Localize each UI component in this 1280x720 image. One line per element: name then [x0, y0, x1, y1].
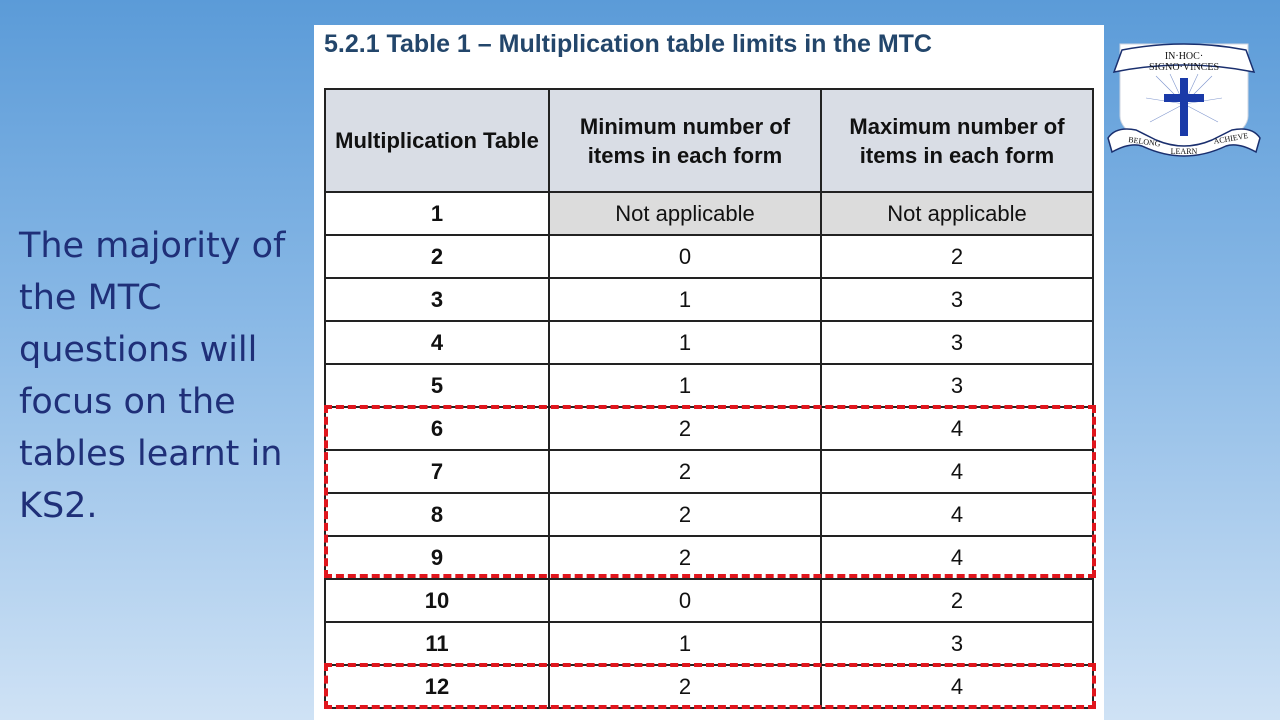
- logo-motto-line2: SIGNO·VINCES: [1149, 62, 1219, 73]
- table-row: [325, 622, 1093, 665]
- highlight-box-tables-6-to-9: [324, 405, 1096, 578]
- cell-minimum-items: 2: [549, 536, 821, 579]
- cell-multiplication-table: 5: [325, 364, 549, 407]
- cell-maximum-items: 3: [821, 622, 1093, 665]
- cell-multiplication-table: 9: [325, 536, 549, 579]
- cell-minimum-items: 1: [549, 364, 821, 407]
- table-row: [325, 192, 1093, 235]
- cell-multiplication-table: 3: [325, 278, 549, 321]
- cell-multiplication-table: 4: [325, 321, 549, 364]
- intro-text: The majority of the MTC questions will focus on the tables learnt in KS2.: [19, 226, 286, 526]
- cell-maximum-items: 4: [821, 450, 1093, 493]
- cell-minimum-items: 1: [549, 622, 821, 665]
- cell-multiplication-table: 2: [325, 235, 549, 278]
- cell-maximum-items: 4: [821, 536, 1093, 579]
- logo-motto-line1: IN·HOC·: [1164, 51, 1204, 62]
- cell-maximum-items: 4: [821, 665, 1093, 708]
- cell-maximum-items: 2: [821, 579, 1093, 622]
- cell-multiplication-table: 12: [325, 665, 549, 708]
- table-row: [325, 364, 1093, 407]
- cell-minimum-items: 2: [549, 407, 821, 450]
- cell-multiplication-table: 7: [325, 450, 549, 493]
- mtc-limits-table: [324, 88, 1094, 709]
- cell-minimum-items: 2: [549, 493, 821, 536]
- logo-banner-right: ACHIEVE: [1212, 131, 1249, 146]
- cell-maximum-items: Not applicable: [821, 192, 1093, 235]
- table-row: [325, 321, 1093, 364]
- highlight-box-table-12: [324, 663, 1096, 709]
- cell-multiplication-table: 6: [325, 407, 549, 450]
- logo-banner-center: LEARN: [1170, 147, 1198, 156]
- cell-minimum-items: Not applicable: [549, 192, 821, 235]
- cell-maximum-items: 3: [821, 364, 1093, 407]
- header-minimum-items: Minimum number of items in each form: [549, 89, 821, 192]
- cell-multiplication-table: 8: [325, 493, 549, 536]
- table-title: 5.2.1 Table 1 – Multiplication table limits in the MTC: [324, 30, 932, 58]
- cell-minimum-items: 2: [549, 450, 821, 493]
- cell-minimum-items: 2: [549, 665, 821, 708]
- cell-multiplication-table: 11: [325, 622, 549, 665]
- header-maximum-items: Maximum number of items in each form: [821, 89, 1093, 192]
- cell-maximum-items: 4: [821, 493, 1093, 536]
- cell-minimum-items: 1: [549, 321, 821, 364]
- table-row: [325, 579, 1093, 622]
- cell-minimum-items: 0: [549, 579, 821, 622]
- cell-minimum-items: 0: [549, 235, 821, 278]
- header-multiplication-table: Multiplication Table: [325, 89, 549, 192]
- cell-maximum-items: 3: [821, 321, 1093, 364]
- cell-minimum-items: 1: [549, 278, 821, 321]
- table-row: [325, 278, 1093, 321]
- cell-maximum-items: 3: [821, 278, 1093, 321]
- logo-banner-left: BELONG: [1127, 135, 1162, 149]
- table-row: [325, 235, 1093, 278]
- table-header-row: [325, 89, 1093, 192]
- cell-maximum-items: 2: [821, 235, 1093, 278]
- document-table-panel: [314, 25, 1104, 720]
- cell-maximum-items: 4: [821, 407, 1093, 450]
- cell-multiplication-table: 1: [325, 192, 549, 235]
- school-crest-logo: [1106, 42, 1262, 158]
- cell-multiplication-table: 10: [325, 579, 549, 622]
